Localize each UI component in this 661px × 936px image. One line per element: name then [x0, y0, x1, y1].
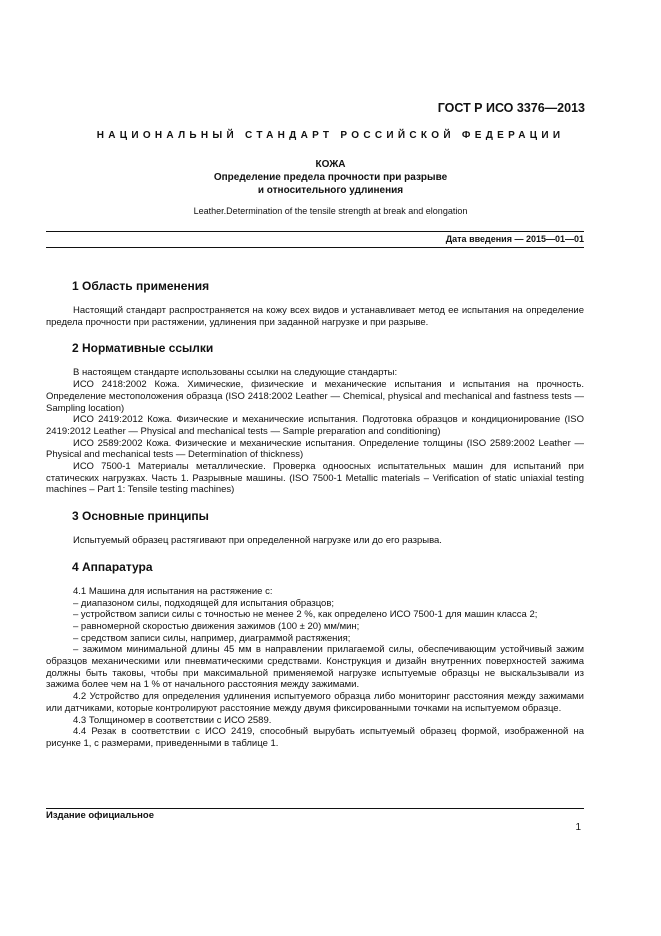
- paragraph: В настоящем стандарте использованы ссылки на следующие стандарты:: [73, 367, 398, 379]
- paragraph: Испытуемый образец растягивают при определенной нагрузке или до его разрыва.: [73, 535, 442, 547]
- edition-label: Издание официальное: [46, 810, 154, 821]
- paragraph: ИСО 2589:2002 Кожа. Физические и механические испытания. Определение толщины (ISO 2589:2002 Leather — Physical and mechanical tests — Determination of thickness): [46, 437, 584, 461]
- section-heading: 3 Основные принципы: [72, 509, 209, 524]
- paragraph: 4.1 Машина для испытания на растяжение с:: [73, 585, 273, 597]
- document-body: [46, 279, 584, 763]
- section-principles: [46, 509, 584, 547]
- paragraph: – средством записи силы, например, диаграммой растяжения;: [73, 632, 351, 644]
- paragraph: 4.3 Толщиномер в соответствии с ИСО 2589.: [73, 714, 272, 726]
- paragraph: – диапазоном силы, подходящей для испытания образцов;: [73, 597, 335, 609]
- footer-divider: [46, 808, 584, 809]
- paragraph: ИСО 7500-1 Материалы металлические. Проверка одноосных испытательных машин для испытаний при статических нагрузках. Часть 1. Разрывные машины. (ISO 7500-1 Metallic materials – Verification of static uniaxial testing machines – Part 1: Tensile testing machines): [46, 461, 584, 496]
- page-number: 1: [575, 822, 581, 833]
- divider-top: [46, 231, 584, 232]
- section-normative-references: [46, 341, 584, 496]
- paragraph: 4.4 Резак в соответствии с ИСО 2419, способный вырубать испытуемый образец формой, изображенной на рисунке 1, с размерами, приведенными в таблице 1.: [46, 726, 584, 749]
- paragraph: Настоящий стандарт распространяется на кожу всех видов и устанавливает метод ее испытания на определение предела прочности при растяжении, удлинения при заданной нагрузке и при разрыве.: [46, 305, 584, 328]
- section-scope: [46, 279, 584, 328]
- paragraph: – устройством записи силы с точностью не менее 2 %, как определено ИСО 7500-1 для машин класса 2;: [73, 609, 538, 621]
- paragraph: ИСО 2418:2002 Кожа. Химические, физические и механические испытания и испытания на прочность. Определение местоположения образца (ISO 2418:2002 Leather — Chemical, physical and mechanical and fastness tests — Sampling location): [46, 379, 584, 414]
- paragraph: 4.2 Устройство для определения удлинения испытуемого образца либо мониторинг расстояния между зажимами или датчиками, которые контролируют расстояние между двумя фиксированными точками на испытуемом образце.: [46, 691, 584, 714]
- title-line-1: КОЖА: [315, 159, 346, 170]
- paragraph: ИСО 2419:2012 Кожа. Физические и механические испытания. Подготовка образцов и кондиционирование (ISO 2419:2012 Leather — Physical and mechanical tests — Sample preparation and conditioning): [46, 414, 584, 437]
- paragraph: – зажимом минимальной длины 45 мм в направлении прилагаемой силы, обеспечивающим устойчивый зажим образцов механическими или пневматическими средствами. Конструкция и дизайн внутренних поверхностей зажима должны быть таковы, чтобы при максимальной применяемой нагрузке испытуемые образцы не выскальзывали из зажима более чем на 1 % от начального расстояния между зажимами.: [46, 644, 584, 691]
- section-heading: 4 Аппаратура: [72, 559, 153, 574]
- effective-date: Дата введения — 2015—01—01: [445, 234, 584, 244]
- title-line-2: Определение предела прочности при разрыве: [213, 172, 448, 183]
- document-code: ГОСТ Р ИСО 3376—2013: [437, 101, 585, 115]
- section-heading: 1 Область применения: [72, 279, 210, 293]
- national-standard-heading: НАЦИОНАЛЬНЫЙ СТАНДАРТ РОССИЙСКОЙ ФЕДЕРАЦИИ: [96, 130, 565, 141]
- paragraph: – равномерной скоростью движения зажимов (100 ± 20) мм/мин;: [73, 620, 360, 632]
- section-heading: 2 Нормативные ссылки: [72, 341, 214, 356]
- title-line-3: и относительного удлинения: [257, 185, 404, 196]
- divider-bottom: [46, 247, 584, 248]
- english-title: Leather.Determination of the tensile strength at break and elongation: [193, 206, 468, 216]
- document-title: [0, 158, 661, 197]
- section-apparatus: [46, 560, 584, 750]
